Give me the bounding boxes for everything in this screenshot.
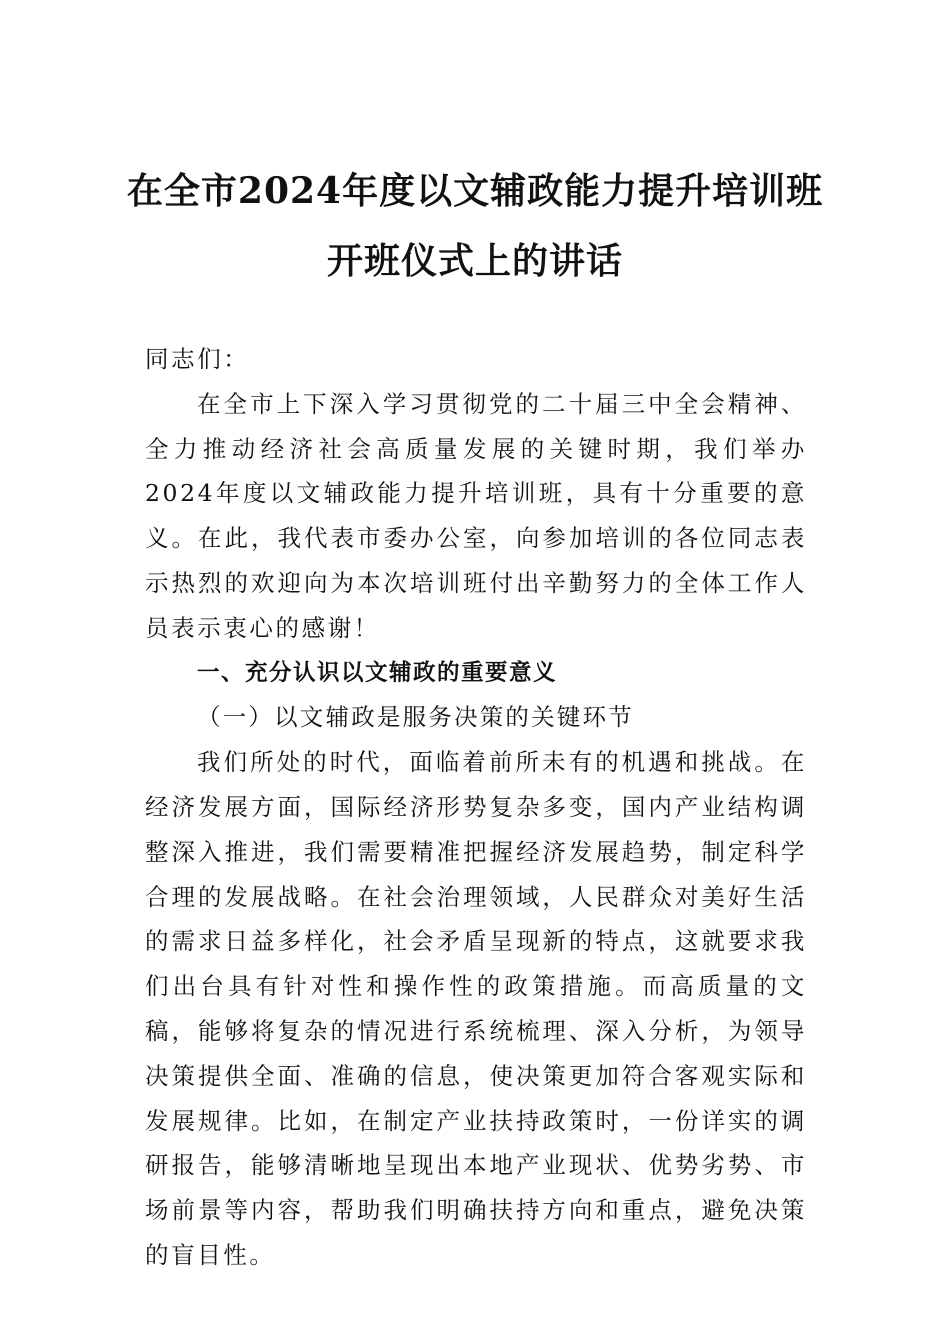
intro-paragraph: 在全市上下深入学习贯彻党的二十届三中全会精神、全力推动经济社会高质量发展的关键时期，我们举办2024年度以文辅政能力提升培训班，具有十分重要的意义。在此，我代表市委办公室，向参加培训的各位同志表示热烈的欢迎向为本次培训班付出辛勤努力的全体工作人员表示衷心的感谢！ xyxy=(145,389,807,642)
section-heading: 一、充分认识以文辅政的重要意义 xyxy=(197,659,558,686)
document-body xyxy=(145,337,807,1278)
body-paragraph: 我们所处的时代，面临着前所未有的机遇和挑战。在经济发展方面，国际经济形势复杂多变，国内产业结构调整深入推进，我们需要精准把握经济发展趋势，制定科学合理的发展战略。在社会治理领域，人民群众对美好生活的需求日益多样化，社会矛盾呈现新的特点，这就要求我们出台具有针对性和操作性的政策措施。而高质量的文稿，能够将复杂的情况进行系统梳理、深入分析，为领导决策提供全面、准确的信息，使决策更加符合客观实际和发展规律。比如，在制定产业扶持政策时，一份详实的调研报告，能够清晰地呈现出本地产业现状、优势劣势、市场前景等内容，帮助我们明确扶持方向和重点，避免决策的盲目性。 xyxy=(145,748,807,1269)
greeting: 同志们： xyxy=(145,345,250,373)
document-title-line-1: 在全市2024年度以文辅政能力提升培训班 xyxy=(126,170,824,212)
subsection-heading: （一）以文辅政是服务决策的关键环节 xyxy=(197,703,634,732)
document-title-line-2: 开班仪式上的讲话 xyxy=(326,240,623,282)
